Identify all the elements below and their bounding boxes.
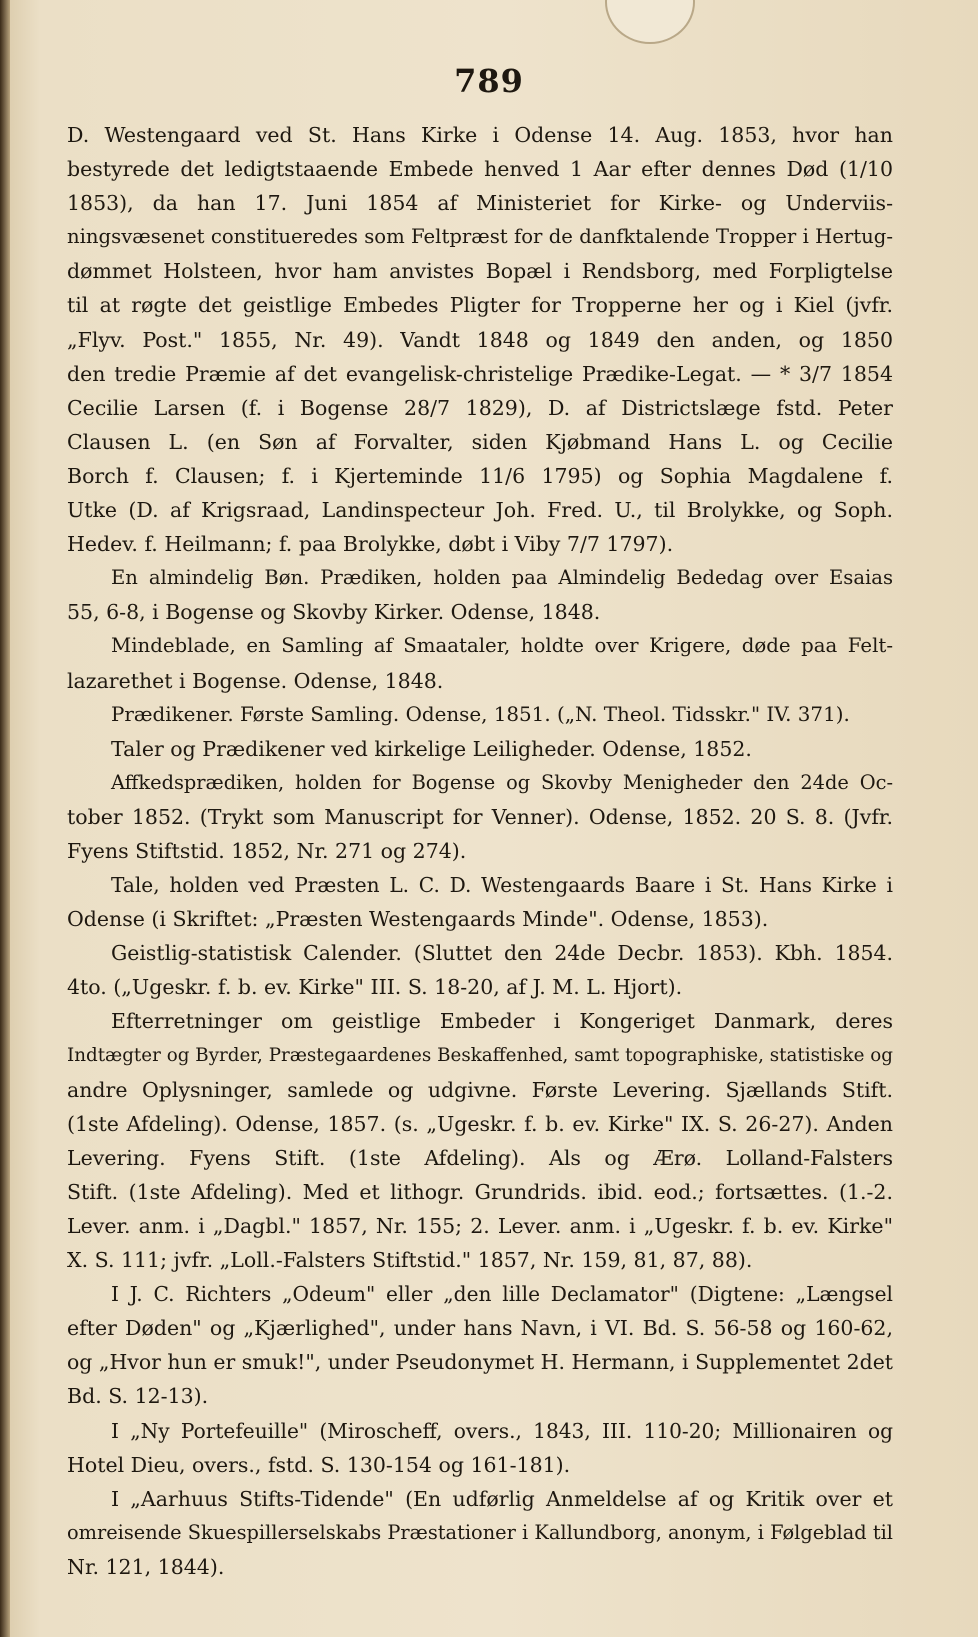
text-line: I J. C. Richters „Odeum" eller „den lille Declamator" (Digtene: „Længsel [111, 1282, 893, 1307]
text-body [67, 118, 893, 1584]
text-line: omreisende Skuespillerselskabs Præstationer i Kallundborg, anonym, i Følgeblad til [67, 1520, 893, 1544]
text-line: 4to. („Ugeskr. f. b. ev. Kirke" III. S. 18-20, af J. M. L. Hjort). [67, 975, 683, 1000]
bibliography-entry [67, 766, 893, 868]
bibliography-entry [67, 936, 893, 1004]
book-spine-edge [0, 0, 10, 1637]
text-line: 1853), da han 17. Juni 1854 af Ministeriet for Kirke- og Underviis- [67, 191, 893, 216]
bibliography-entry [67, 868, 893, 936]
text-line: Taler og Prædikener ved kirkelige Leiligheder. Odense, 1852. [111, 736, 752, 761]
text-line: Clausen L. (en Søn af Forvalter, siden Kjøbmand Hans L. og Cecilie [67, 429, 893, 454]
text-line: Utke (D. af Krigsraad, Landinspecteur Joh. Fred. U., til Brolykke, og Soph. [67, 498, 893, 523]
text-line: Geistlig-statistisk Calender. (Sluttet den 24de Decbr. 1853). Kbh. 1854. [111, 941, 893, 966]
text-line: I „Ny Portefeuille" (Miroscheff, overs., 1843, III. 110-20; Millionairen og [111, 1418, 893, 1443]
text-line: Borch f. Clausen; f. i Kjerteminde 11/6 1795) og Sophia Magdalene f. [67, 463, 893, 488]
text-line: (1ste Afdeling). Odense, 1857. (s. „Ugeskr. f. b. ev. Kirke" IX. S. 26-27). Anden [67, 1111, 893, 1136]
text-line: til at røgte det geistlige Embedes Pligter for Tropperne her og i Kiel (jvfr. [67, 293, 893, 318]
text-line: Affkedsprædiken, holden for Bogense og Skovby Menigheder den 24de Oc- [111, 770, 893, 794]
text-line: Bd. S. 12-13). [67, 1384, 209, 1409]
text-line: andre Oplysninger, samlede og udgivne. Første Levering. Sjællands Stift. [67, 1077, 893, 1102]
bibliography-entry [67, 1482, 893, 1584]
text-line: ningsvæsenet constitueredes som Feltpræst for de danfktalende Tropper i Hertug- [67, 225, 893, 249]
text-line: bestyrede det ledigtstaaende Embede henved 1 Aar efter dennes Død (1/10 [67, 157, 893, 182]
text-line: Cecilie Larsen (f. i Bogense 28/7 1829), D. af Districtslæge fstd. Peter [67, 395, 893, 420]
bibliography-entry [67, 1004, 893, 1277]
text-line: Stift. (1ste Afdeling). Med et lithogr. Grundrids. ibid. eod.; fortsættes. (1.-2. [67, 1179, 893, 1204]
text-line: dømmet Holsteen, hvor ham anvistes Bopæl i Rendsborg, med Forpligtelse [67, 259, 893, 284]
text-line: I „Aarhuus Stifts-Tidende" (En udførlig Anmeldelse af og Kritik over et [111, 1486, 893, 1511]
bibliography-entry [67, 732, 893, 766]
bibliography-entry [67, 698, 893, 732]
page-mark [605, 0, 695, 44]
text-line: Odense (i Skriftet: „Præsten Westengaards Minde". Odense, 1853). [67, 907, 769, 932]
text-line: og „Hvor hun er smuk!", under Pseudonymet H. Hermann, i Supplementet 2det [67, 1350, 893, 1375]
text-line: Lever. anm. i „Dagbl." 1857, Nr. 155; 2. Lever. anm. i „Ugeskr. f. b. ev. Kirke" [67, 1214, 893, 1238]
text-line: Indtægter og Byrder, Præstegaardenes Beskaffenhed, samt topographiske, statistiske og [67, 1044, 893, 1066]
text-line: Nr. 121, 1844). [67, 1554, 225, 1579]
text-line: Tale, holden ved Præsten L. C. D. Westengaards Baare i St. Hans Kirke i [111, 873, 893, 898]
text-line: 55, 6-8, i Bogense og Skovby Kirker. Odense, 1848. [67, 600, 601, 625]
text-line: X. S. 111; jvfr. „Loll.-Falsters Stiftstid." 1857, Nr. 159, 81, 87, 88). [67, 1248, 753, 1273]
bibliography-entry [67, 1414, 893, 1482]
text-line: „Flyv. Post." 1855, Nr. 49). Vandt 1848 og 1849 den anden, og 1850 [67, 327, 893, 352]
text-line: En almindelig Bøn. Prædiken, holden paa Almindelig Bededag over Esaias [111, 566, 893, 590]
bibliography-entry [67, 561, 893, 629]
text-line: Hedev. f. Heilmann; f. paa Brolykke, døbt i Viby 7/7 1797). [67, 532, 674, 557]
text-line: lazarethet i Bogense. Odense, 1848. [67, 668, 444, 693]
text-line: Levering. Fyens Stift. (1ste Afdeling). Als og Ærø. Lolland-Falsters [67, 1145, 893, 1170]
biography-paragraph [67, 118, 893, 561]
text-line: efter Døden" og „Kjærlighed", under hans Navn, i VI. Bd. S. 56-58 og 160-62, [67, 1316, 893, 1341]
text-line: Efterretninger om geistlige Embeder i Kongeriget Danmark, deres [111, 1009, 893, 1034]
text-line: Mindeblade, en Samling af Smaataler, holdte over Krigere, døde paa Felt- [111, 634, 893, 658]
page-number: 789 [454, 62, 524, 100]
text-line: D. Westengaard ved St. Hans Kirke i Odense 14. Aug. 1853, hvor han [67, 123, 893, 147]
bibliography-entry [67, 1277, 893, 1413]
text-line: den tredie Præmie af det evangelisk-christelige Prædike-Legat. — * 3/7 1854 [67, 361, 893, 386]
text-line: tober 1852. (Trykt som Manuscript for Venner). Odense, 1852. 20 S. 8. (Jvfr. [67, 804, 893, 829]
text-line: Prædikener. Første Samling. Odense, 1851. („N. Theol. Tidsskr." IV. 371). [111, 702, 850, 726]
bibliography-entry [67, 629, 893, 697]
text-line: Hotel Dieu, overs., fstd. S. 130-154 og 161-181). [67, 1452, 571, 1477]
text-line: Fyens Stiftstid. 1852, Nr. 271 og 274). [67, 838, 467, 863]
